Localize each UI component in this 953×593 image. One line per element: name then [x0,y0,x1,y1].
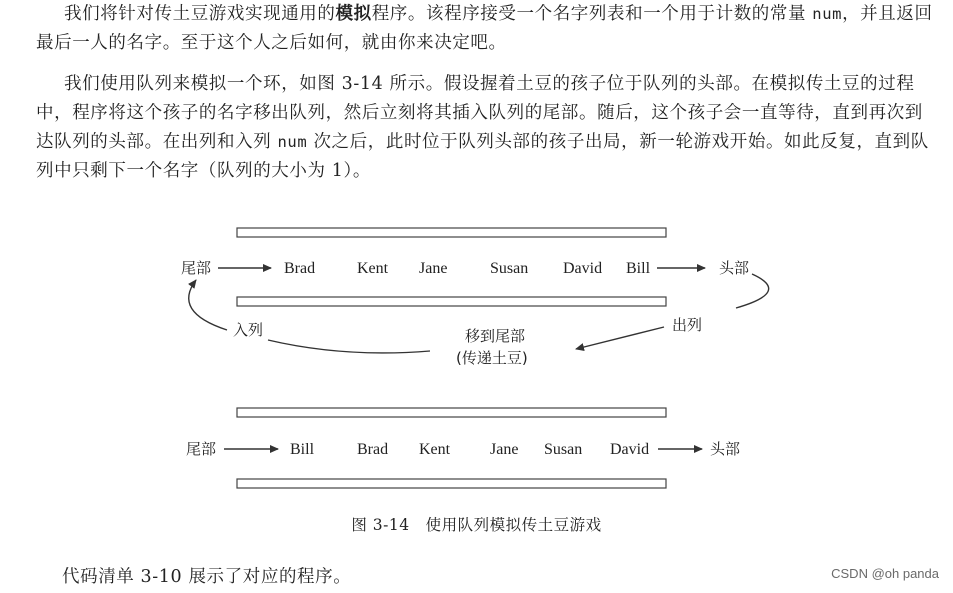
enqueue-label: 入列 [233,321,264,339]
top-tail-label: 尾部 [181,259,212,277]
bottom-tail-label: 尾部 [186,440,217,458]
paragraph-queue-text-1: 我们使用队列来模拟一个环，如图 3-14 所示。假设握着土豆的孩子位于队列的头部。在模拟传土豆的过程中，程序将这个孩子的名字移出队列，然后立刻将其插入队列的尾部。随后，这个孩子会一直等待，直到再次到达队列的头部。在出列和入列 [36,74,923,152]
dequeue-curve [736,274,769,308]
paragraph-intro-text-2: 程序。该程序接受一个名字列表和一个用于计数的常量 [371,4,807,24]
top-queue-name-2: Kent [357,260,389,277]
move-to-tail-arrow [576,327,664,349]
move-to-tail-label-line1: 移到尾部 [465,327,526,345]
bottom-queue-lower-bar [237,479,666,488]
move-to-tail-sweep-line [268,340,430,353]
paragraph-intro-text-1: 我们将针对传土豆游戏实现通用的 [64,4,336,24]
watermark-text: CSDN @oh panda [831,566,939,581]
bottom-queue-name-3: Kent [419,441,451,458]
bottom-head-label: 头部 [710,440,741,458]
move-to-tail-label-line2: (传递土豆) [456,349,528,367]
top-queue-name-5: David [563,260,603,277]
paragraph-intro-code-num: num [812,5,843,23]
bottom-queue-name-4: Jane [490,441,519,458]
top-queue-name-1: Brad [284,260,316,277]
top-queue-name-6: Bill [626,260,651,277]
paragraph-queue-code-num: num [277,133,308,151]
top-queue-name-3: Jane [419,260,448,277]
enqueue-curve-arrow [189,280,227,330]
bottom-queue-name-2: Brad [357,441,389,458]
bottom-queue-name-6: David [610,441,650,458]
paragraph-intro-text-3: ，并且返回最后一人的名字。至于这个人之后如何，就由你来决定吧。 [36,4,933,53]
top-queue-upper-bar [237,228,666,237]
paragraph-intro-bold-term: 模拟 [335,4,372,24]
figure-caption: 图 3-14 使用队列模拟传土豆游戏 [351,516,602,534]
top-queue-lower-bar [237,297,666,306]
bottom-queue-upper-bar [237,408,666,417]
top-head-label: 头部 [719,259,750,277]
closing-sentence: 代码清单 3-10 展示了对应的程序。 [62,567,352,587]
dequeue-label: 出列 [672,316,703,334]
bottom-queue-name-5: Susan [544,441,583,458]
paragraph-queue-text-2: 次之后，此时位于队列头部的孩子出局，新一轮游戏开始。如此反复，直到队列中只剩下一个名字（队列的大小为 1）。 [36,132,929,181]
bottom-queue-name-1: Bill [290,441,315,458]
top-queue-name-4: Susan [490,260,529,277]
